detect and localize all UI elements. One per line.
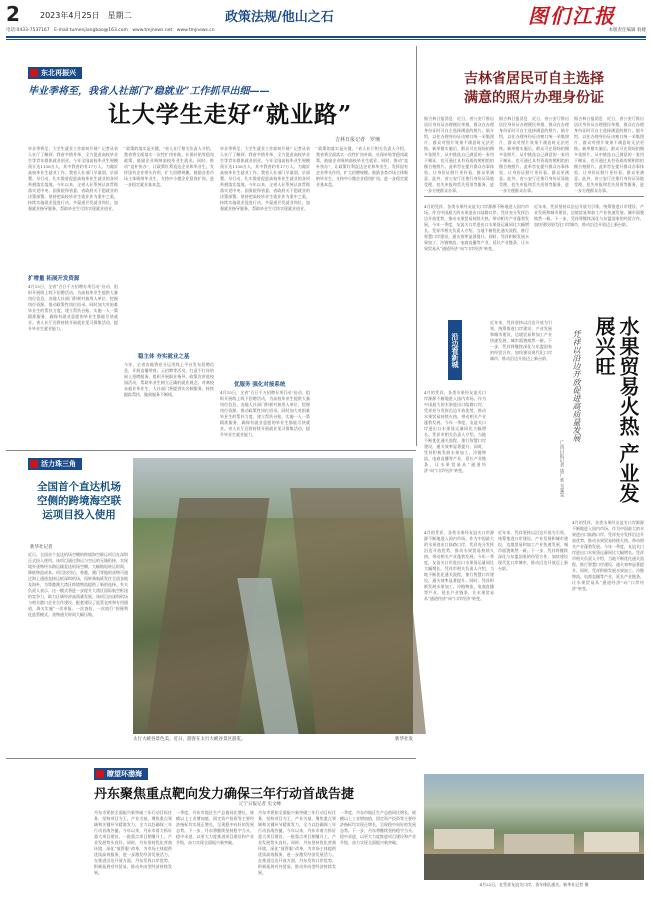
column-tag-label: 东北再振兴 xyxy=(41,69,76,77)
article1-col2: “政策的落实是关键。”省人社厅相关负责人介绍，我省将全面落实一次性扩岗补助、社保补贴等稳岗政策，鼓励企业吸纳高校毕业生就业。同时，推动“直补快办”，让政策红利直达企业和毕业生。发挥国有企业带头作用，扩大招聘规模。鼓励各类市场主体吸纳毕业生，支持中小微企业稳岗扩岗，进一步稳定就业基本盘。 xyxy=(124,146,214,187)
article1-col1: 毕业季将至，大学生就业工作如何开展？记者从省人社厅了解到，我省多措并举，全力促进高校毕业生等青年群体就业创业。今年全国高校毕业生规模预计达1158万人，其中我省约有17万人。为做好高校毕业生就业工作，我省人社部门早谋划、早部署、早行动，扎实推进促进高校毕业生就业的各项举措落实落地。今年以来，全省人社系统认真贯彻落实党中央、国务院和省委、省政府关于稳就业的决策部署，坚持把高校毕业生就业作为重中之重，持续实施就业促进行动，多渠道开发就业岗位，加强就业指导服务，帮助毕业生尽快实现就业创业。 xyxy=(28,146,118,211)
article1-col3b: 4月15日，全省“百日千万招聘专项行动”启动，组织开展线上线下招聘活动，为高校毕业生提供大量岗位信息。各地人社部门积极对接用人单位，挖掘岗位资源，推动政策性岗位招录。同时加大对困难毕业生的帮扶力度，建立帮扶台账，实施一人一策精准服务，确保有就业意愿的毕业生都能尽快就业。省人社厅还将持续开展就业见习募集活动，提升毕业生就业能力。 xyxy=(220,390,310,437)
article2-divider xyxy=(424,196,644,197)
cliff-shape xyxy=(290,488,426,734)
article5-byline: 辽宁日报记者 史文峰 xyxy=(239,802,281,807)
article1-col4: “政策的落实是关键。”省人社厅相关负责人介绍，我省将全面落实一次性扩岗补助、社保补贴等稳岗政策，鼓励企业吸纳高校毕业生就业。同时，推动“直补快办”，让政策红利直达企业和毕业生。发挥国有企业带头作用，扩大招聘规模。鼓励各类市场主体吸纳毕业生，支持中小微企业稳岗扩岗，进一步稳定就业基本盘。 xyxy=(316,146,408,187)
section-title: 政策法规/他山之石 xyxy=(225,10,334,25)
column-tag-bohai xyxy=(94,768,148,780)
article2-col1: 据吉林日报消息 近日，省公安厅推出居民身份证办理便民举措，群众在办理身份证时可自主选择满意的照片。据介绍，以往办理身份证由窗口统一采集照片，群众对照片效果不满意时无法更换。新举措实施后，群众可在现场拍摄多张照片，从中挑选自己满意的一张用于制证，也可通过具有资质的照相馆拍摄合格照片。此举旨在提升群众办事体验，让身份证照片更好看、群众更满意。此外，省公安厅还推行身份证异地受理、挂失申报和丢失招领等服务，进一步方便群众办事。 xyxy=(424,116,494,193)
road-shape xyxy=(424,854,644,880)
section-divider xyxy=(6,758,416,759)
truck-shape xyxy=(504,834,574,856)
canyon-photo-caption xyxy=(133,737,413,743)
page-number: 2 xyxy=(6,2,20,26)
article3-byline: 广西日报记者 唐广欢 韦霁雯 xyxy=(559,440,564,497)
article3-col3: 4月的凭祥，各类水果经友谊关口岸源源不断地进入国内市场。作为中国最大的水果进出口陆路口岸，凭祥充分发挥沿边开放优势，推动水果贸易持续火热，带动相关产业蓬勃发展。今年一季度，友谊关口岸进出口水果货运量同比大幅增长。凭祥市相关负责人介绍，当地不断优化通关流程，推行智慧口岸建设，通关效率显著提升。同时，凭祥积极发展水果加工、冷链物流、电商直播等产业，延长产业链条，让水果贸易从“通道经济”向“口岸经济”转变。 xyxy=(424,530,494,601)
article1-byline: 吉林日报记者 罗琬 xyxy=(334,137,380,143)
article1-kicker: 毕业季将至，我省人社部门“稳就业”工作抓早出细—— xyxy=(28,86,270,97)
article3-headline: 水果贸易火热 产业发展兴旺 xyxy=(592,316,640,503)
article1-col1b: 4月15日，全省“百日千万招聘专项行动”启动，组织开展线上线下招聘活动，为高校毕业生提供大量岗位信息。各地人社部门积极对接用人单位，挖掘岗位资源，推动政策性岗位招录。同时加大对困难毕业生的帮扶力度，建立帮扶台账，实施一人一策精准服务，确保有就业意愿的毕业生都能尽快就业。省人社厅还将持续开展就业见习募集活动，提升毕业生就业能力。 xyxy=(28,284,118,331)
column-marker-icon xyxy=(96,770,104,778)
newspaper-logo: 图们江报 xyxy=(528,4,616,28)
contact-info: 电话:0433-7537167 E-mail:tumenjiangbao@163.com www.tmjnews.net www.tmjnews.cn xyxy=(6,28,215,33)
photo-caption-text: 太行大峡谷景色美。近日，游客在太行大峡谷景区游览。 xyxy=(133,737,246,742)
article5-col2: 一季度，丹东市地区生产总值同比增长，规模以上工业增加值、固定资产投资等主要经济指标均实现正增长，呈现稳中向好的发展态势。下一步，丹东将继续坚持稳字当头、稳中求进，以更大力度推进项目建设和产业升级，奋力实现全面振兴新突破。 xyxy=(176,810,254,845)
port-trucks-photo xyxy=(424,774,644,880)
column-tag-border-city: 沿边看新城 xyxy=(448,320,462,380)
article4-byline: 新华社记者 xyxy=(30,545,53,550)
article1-headline: 让大学生走好“就业路” xyxy=(107,101,353,128)
column-tag-label: 瞭望环渤海 xyxy=(107,770,142,778)
article3-subtitle: 凭祥以沿边开放促进高质量发展 xyxy=(572,330,581,442)
article1-subhead3: 优服务 强化对接系统 xyxy=(234,382,286,388)
photo-credit: 新华社发 xyxy=(395,737,413,742)
article5-headline: 丹东聚焦重点靶向发力确保三年行动首战告捷 xyxy=(94,787,355,802)
article2-col3: 据吉林日报消息 近日，省公安厅推出居民身份证办理便民举措，群众在办理身份证时可自主选择满意的照片。据介绍，以往办理身份证由窗口统一采集照片，群众对照片效果不满意时无法更换。新举措实施后，群众可在现场拍摄多张照片，从中挑选自己满意的一张用于制证，也可通过具有资质的照相馆拍摄合格照片。此举旨在提升群众办事体验，让身份证照片更好看、群众更满意。此外，省公安厅还推行身份证异地受理、挂失申报和丢失招领等服务，进一步方便群众办事。 xyxy=(574,116,644,193)
article5-col1: 丹东市紧扣全面振兴新突破三年行动目标任务，坚持项目为王、产业为基，聚焦重点领域和关键环节精准发力，全力以赴确保三年行动首战告捷。今年以来，丹东市着力抓好重大项目建设，一批重点项目相继开工，产业发展势头良好。同时，丹东坚持优化营商环境，深化“放管服”改革，为市场主体提供优质高效服务，进一步激发经济发展活力。在推进沿边开放方面，丹东发挥口岸优势，积极拓展对外贸易，推动外向型经济持续发展。 xyxy=(94,810,172,875)
article3-col4: 近年来，凭祥坚持以沿边开放为引领，统筹推进口岸建设、产业发展和城市建设，边境贸易和加工产业快速发展，城市面貌焕然一新。下一步，凭祥将继续深化与东盟国家的经贸合作，加快建设现代化口岸城市，推动沿边开放迈上新台阶。 xyxy=(498,530,568,571)
article3-col5: 4月的凭祥，各类水果经友谊关口岸源源不断地进入国内市场。作为中国最大的水果进出口陆路口岸，凭祥充分发挥沿边开放优势，推动水果贸易持续火热，带动相关产业蓬勃发展。今年一季度，友谊关口岸进出口水果货运量同比大幅增长。凭祥市相关负责人介绍，当地不断优化通关流程，推行智慧口岸建设，通关效率显著提升。同时，凭祥积极发展水果加工、冷链物流、电商直播等产业，延长产业链条，让水果贸易从“通道经济”向“口岸经济”转变。 xyxy=(572,520,644,591)
article4-body: 近日，全国首个直达机场空侧的跨境海空联运项目在深圳正式投入使用。该项目通过海运与空运的无缝衔接，实现境外货物经水路运输直达机场空侧，大幅缩短转运时间，降低物流成本。项目投用后，香港、澳门等地的货物可通过海上通道直接运抵深圳机场，再转乘航班发往全国各地及海外，为粤港澳大湾区跨境物流提供了新的选择。有关负责人表示，这一模式将进一步提升大湾区国际航空枢纽的竞争力，助力区域经济高质量发展。该项目由深圳机场与相关港口企业合作建设，配套建设了监管仓库和专用通道，海关实施“一次申报、一次查验、一次放行”的便利化监管模式，货物通关时间大幅压缩。 xyxy=(28,552,128,617)
section-divider xyxy=(6,450,416,451)
article3-col1: 4月的凭祥，各类水果经友谊关口岸源源不断地进入国内市场。作为中国最大的水果进出口陆路口岸，凭祥充分发挥沿边开放优势，推动水果贸易持续火热，带动相关产业蓬勃发展。今年一季度，友谊关口岸进出口水果货运量同比大幅增长。凭祥市相关负责人介绍，当地不断优化通关流程，推行智慧口岸建设，通关效率显著提升。同时，凭祥积极发展水果加工、冷链物流、电商直播等产业，延长产业链条，让水果贸易从“通道经济”向“口岸经济”转变。 xyxy=(424,390,486,473)
column-marker-icon xyxy=(30,460,38,468)
editor-credit: 本版责任编辑 翁婕 xyxy=(608,28,646,33)
article5-col4: 一季度，丹东市地区生产总值同比增长，规模以上工业增加值、固定资产投资等主要经济指标均实现正增长，呈现稳中向好的发展态势。下一步，丹东将继续坚持稳字当头、稳中求进，以更大力度推进项目建设和产业升级，奋力实现全面振兴新突破。 xyxy=(340,810,416,845)
column-divider xyxy=(416,46,417,446)
article3-intro: 4月的凭祥，各类水果经友谊关口岸源源不断地进入国内市场。作为中国最大的水果进出口陆路口岸，凭祥充分发挥沿边开放优势，推动水果贸易持续火热，带动相关产业蓬勃发展。今年一季度，友谊关口岸进出口水果货运量同比大幅增长。凭祥市相关负责人介绍，当地不断优化通关流程，推行智慧口岸建设，通关效率显著提升。同时，凭祥积极发展水果加工、冷链物流、电商直播等产业，延长产业链条，让水果贸易从“通道经济”向“口岸经济”转变。 xyxy=(424,204,529,251)
column-tag-pearl-river xyxy=(28,458,82,470)
article3-col2: 近年来，凭祥坚持以沿边开放为引领，统筹推进口岸建设、产业发展和城市建设，边境贸易和加工产业快速发展，城市面貌焕然一新。下一步，凭祥将继续深化与东盟国家的经贸合作，加快建设现代化口岸城市，推动沿边开放迈上新台阶。 xyxy=(490,320,552,361)
header-rule xyxy=(6,36,646,38)
canyon-photo xyxy=(133,458,413,734)
article2-headline xyxy=(424,70,644,108)
header-rule-thin xyxy=(6,39,646,40)
article3-intro2: 近年来，凭祥坚持以沿边开放为引领，统筹推进口岸建设、产业发展和城市建设，边境贸易和加工产业快速发展，城市面貌焕然一新。下一步，凭祥将继续深化与东盟国家的经贸合作，加快建设现代化口岸城市，推动沿边开放迈上新台阶。 xyxy=(534,204,644,227)
article2-headline-line1: 吉林省居民可自主选择 xyxy=(464,71,604,87)
article1-subhead2: 稳主体 夯实就业之基 xyxy=(138,354,190,360)
article1-subhead1: 扩增量 拓展开发资源 xyxy=(28,276,80,282)
column-tag-northeast xyxy=(28,67,82,79)
truck-shape xyxy=(584,832,639,852)
article1-col3: 毕业季将至，大学生就业工作如何开展？记者从省人社厅了解到，我省多措并举，全力促进高校毕业生等青年群体就业创业。今年全国高校毕业生规模预计达1158万人，其中我省约有17万人。为做好高校毕业生就业工作，我省人社部门早谋划、早部署、早行动，扎实推进促进高校毕业生就业的各项举措落实落地。今年以来，全省人社系统认真贯彻落实党中央、国务院和省委、省政府关于稳就业的决策部署，坚持把高校毕业生就业作为重中之重，持续实施就业促进行动，多渠道开发就业岗位，加强就业指导服务，帮助毕业生尽快实现就业创业。 xyxy=(220,146,310,211)
issue-date: 2023年4月25日 星期二 xyxy=(40,11,132,20)
article2-headline-line2: 满意的照片办理身份证 xyxy=(464,90,604,106)
column-tag-label: 活力珠三角 xyxy=(41,460,76,468)
article3-photo-caption: 4月22日，在凭祥友谊关口岸，货车排队通关。新华社记者 摄 xyxy=(479,882,589,887)
article1-col2b: 今年，全省各地将充分运用线上平台发布招聘信息，开展直播带岗、云招聘等活动，打造不打烊的网上招聘服务。组织开展职业指导、政策宣讲进校园活动，帮助毕业生树立正确的就业观念。对离校未就业毕业生，人社部门将提供实名制服务，持续跟踪帮扶，做到服务不断线。 xyxy=(124,362,214,397)
article4-headline: 全国首个直达机场空侧的跨境海空联运项目投入使用 xyxy=(37,481,121,521)
column-marker-icon xyxy=(30,69,38,77)
truck-shape xyxy=(434,829,494,849)
article5-col3: 丹东市紧扣全面振兴新突破三年行动目标任务，坚持项目为王、产业为基，聚焦重点领域和关键环节精准发力，全力以赴确保三年行动首战告捷。今年以来，丹东市着力抓好重大项目建设，一批重点项目相继开工，产业发展势头良好。同时，丹东坚持优化营商环境，深化“放管服”改革，为市场主体提供优质高效服务，进一步激发经济发展活力。在推进沿边开放方面，丹东发挥口岸优势，积极拓展对外贸易，推动外向型经济持续发展。 xyxy=(258,810,336,875)
article2-col2: 据吉林日报消息 近日，省公安厅推出居民身份证办理便民举措，群众在办理身份证时可自主选择满意的照片。据介绍，以往办理身份证由窗口统一采集照片，群众对照片效果不满意时无法更换。新举措实施后，群众可在现场拍摄多张照片，从中挑选自己满意的一张用于制证，也可通过具有资质的照相馆拍摄合格照片。此举旨在提升群众办事体验，让身份证照片更好看、群众更满意。此外，省公安厅还推行身份证异地受理、挂失申报和丢失招领等服务，进一步方便群众办事。 xyxy=(499,116,569,193)
